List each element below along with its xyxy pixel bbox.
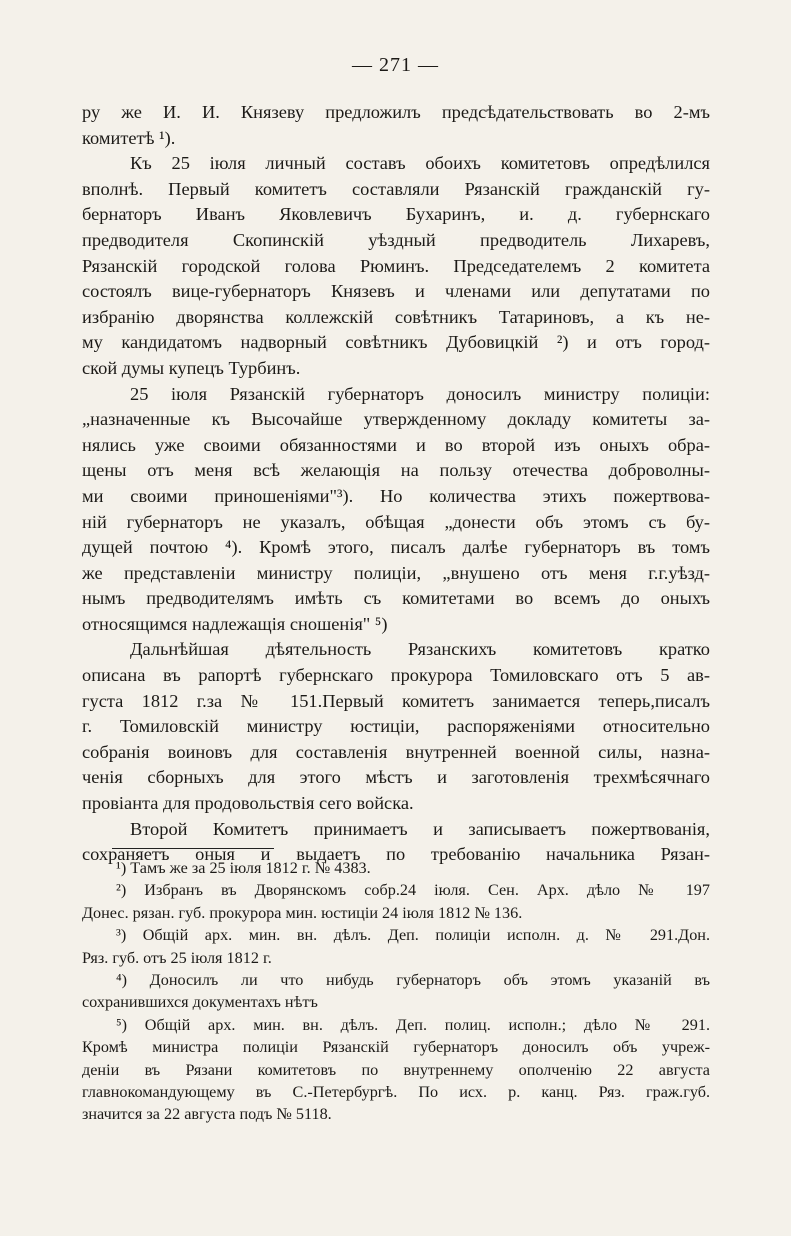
footnote-line: Кромѣ министра полиціи Рязанскій губернаторъ доносилъ объ учреж- [82,1038,710,1057]
text-line: сохраняетъ оныя и выдаетъ по требованію начальника Рязан- [82,844,710,865]
footnote-separator [112,848,274,849]
text-line: ми своими приношеніями"³). Но количества этихъ пожертвова- [82,485,710,506]
text-line: дущей почтою ⁴). Кромѣ этого, писалъ далѣе губернаторъ въ томъ [82,537,710,558]
footnote-line: ¹) Тамъ же за 25 іюля 1812 г. № 4383. [116,859,371,877]
footnote-5 [82,1014,710,1126]
text-line: ру же И. И. Князеву предложилъ предсѣдательствовать во 2-мъ [82,102,710,122]
text-line: же представленіи министру полиціи, „внушено отъ меня г.г.уѣзд- [82,562,710,583]
text-line: Второй Комитетъ принимаетъ и записываетъ пожертвованія, [130,818,710,839]
text-line: ній губернаторъ не указалъ, обѣщая „донести объ этомъ съ бу- [82,511,710,532]
paragraph-1 [82,100,710,151]
footnote-line: ²) Избранъ въ Дворянскомъ собр.24 іюля. Сен. Арх. дѣло № 197 [116,881,710,900]
footnote-line: сохранившихся документахъ нѣтъ [82,993,318,1012]
footnote-line: ⁵) Общій арх. мин. вн. дѣлъ. Деп. полиц. исполн.; дѣло № 291. [116,1015,710,1034]
footnote-line: Ряз. губ. отъ 25 іюля 1812 г. [82,948,272,967]
footnote-line: главнокомандующему въ С.-Петербургѣ. По исх. р. канц. Ряз. граж.губ. [82,1083,710,1102]
footnote-2 [82,879,710,924]
text-line: состоялъ вице-губернаторъ Князевъ и членами или депутатами по [82,281,710,302]
paragraph-3 [82,382,710,638]
main-text [82,100,710,868]
text-line: „назначенные къ Высочайше утвержденному докладу комитеты за- [82,409,710,430]
footnote-3 [82,924,710,969]
text-line: ченія сборныхъ для этого мѣстъ и заготовленія трехмѣсячнаго [82,767,710,788]
page-number: — 271 — [352,54,439,76]
text-line: относящимся надлежащія сношенія" ⁵) [82,613,388,634]
text-line: Дальнѣйшая дѣятельность Рязанскихъ комитетовъ кратко [130,639,710,660]
text-line: бернаторъ Иванъ Яковлевичъ Бухаринъ, и. д. губернскаго [82,204,710,225]
text-line: собранія воиновъ для составленія внутренней военной силы, назна- [82,741,710,762]
text-line: нялись уже своими обязанностями и во второй изъ оныхъ обра- [82,434,710,455]
text-line: провіанта для продовольствія сего войска. [82,793,414,814]
paragraph-4 [82,637,710,816]
paragraph-2 [82,151,710,381]
footnote-4 [82,969,710,1014]
text-line: ской думы купецъ Турбинъ. [82,357,301,378]
text-line: вполнѣ. Первый комитетъ составляли Рязанскій гражданскій гу- [82,178,710,199]
footnote-line: значится за 22 августа подъ № 5118. [82,1105,332,1124]
text-line: описана въ рапортѣ губернскаго прокурора Томиловскаго отъ 5 ав- [82,665,710,686]
text-line: комитетѣ ¹). [82,127,176,148]
footnote-1 [82,857,710,879]
footnote-line: Донес. рязан. губ. прокурора мин. юстиціи 24 іюля 1812 № 136. [82,903,523,922]
text-line: нымъ предводителямъ имѣть съ комитетами во всемъ до оныхъ [82,588,710,609]
text-line: Къ 25 іюля личный составъ обоихъ комитетовъ опредѣлился [130,153,710,174]
text-line: г. Томиловскій министру юстиціи, распоряженіями относительно [82,716,710,737]
footnote-line: ³) Общій арх. мин. вн. дѣлъ. Деп. полиціи исполн. д. № 291.Дон. [116,926,710,945]
text-line: му кандидатомъ надворный совѣтникъ Дубовицкій ²) и отъ город- [82,332,710,353]
text-line: щены отъ меня всѣ желающія на пользу отечества доброволны- [82,460,710,481]
footnote-line: ⁴) Доносилъ ли что нибудь губернаторъ объ этомъ указаній въ [116,971,710,990]
text-line: предводителя Скопинскій уѣздный предводитель Лихаревъ, [82,229,710,250]
footnotes [82,857,710,1126]
text-line: 25 іюля Рязанскій губернаторъ доносилъ министру полиціи: [130,383,710,404]
footnote-line: деніи въ Рязани комитетовъ по внутреннему ополченію 22 августа [82,1060,710,1079]
text-line: избранію дворянства коллежскій совѣтникъ Татариновъ, а къ не- [82,306,710,327]
text-line: густа 1812 г.за № 151.Первый комитетъ занимается теперь,писалъ [82,690,710,711]
text-line: Рязанскій городской голова Рюминъ. Председателемъ 2 комитета [82,255,710,276]
